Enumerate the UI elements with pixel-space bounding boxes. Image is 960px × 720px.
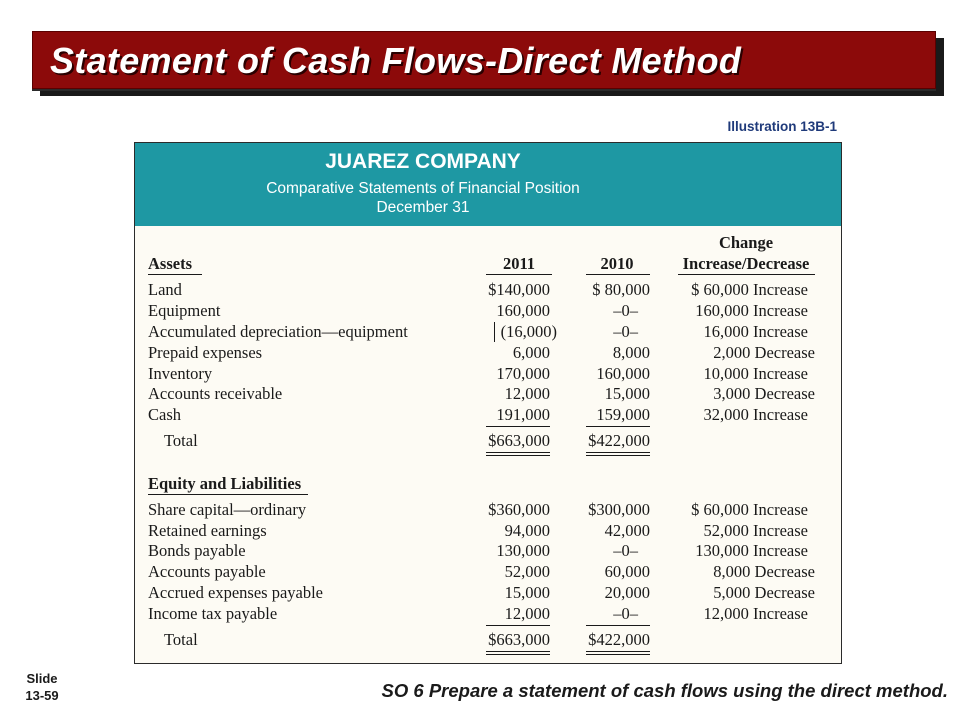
- row-value-2011: 94,000: [504, 521, 550, 540]
- row-label: Retained earnings: [148, 521, 267, 540]
- row-change: 8,000 Decrease: [713, 562, 815, 581]
- year-2010-header: 2010: [600, 254, 634, 273]
- equity-header-underline: [148, 494, 308, 495]
- assets-2011-double-underline: [486, 452, 550, 456]
- row-change: 130,000 Increase: [695, 541, 808, 560]
- row-value-2010: $300,000: [588, 500, 650, 519]
- equity-2011-subtotal-line: [486, 625, 550, 626]
- row-value-2010: 8,000: [612, 343, 650, 362]
- row-value-2011: 130,000: [496, 541, 550, 560]
- assets-header-underline: [148, 274, 202, 275]
- row-value-2010: $ 80,000: [592, 280, 650, 299]
- equity-2010-double-underline: [586, 651, 650, 655]
- row-label: Land: [148, 280, 182, 299]
- row-change: 12,000 Increase: [703, 604, 808, 623]
- title-banner-underline: [32, 89, 936, 91]
- row-value-2010: 15,000: [604, 384, 650, 403]
- company-name: JUAREZ COMPANY: [325, 150, 521, 173]
- footer-objective: SO 6 Prepare a statement of cash flows using the direct method.: [381, 680, 948, 701]
- row-value-2010: 160,000: [596, 364, 650, 383]
- year-2011-underline: [486, 274, 552, 275]
- row-value-2010: 42,000: [604, 521, 650, 540]
- total-value-2010: $422,000: [588, 431, 650, 450]
- slide-title: Statement of Cash Flows-Direct Method: [50, 40, 742, 81]
- row-value-2010: –0–: [613, 541, 638, 560]
- row-value-2010: –0–: [613, 301, 638, 320]
- row-label: Accounts payable: [148, 562, 266, 581]
- row-value-2011: $360,000: [488, 500, 550, 519]
- slide-number: 13-59: [25, 688, 59, 703]
- row-change: $ 60,000 Increase: [691, 280, 808, 299]
- year-2010-underline: [586, 274, 650, 275]
- equity-2011-double-underline: [486, 651, 550, 655]
- total-label: Total: [164, 630, 198, 649]
- slide-word: Slide: [26, 671, 58, 686]
- row-label: Inventory: [148, 364, 213, 383]
- total-label: Total: [164, 431, 198, 450]
- row-label: Income tax payable: [148, 604, 278, 623]
- row-change: 32,000 Increase: [703, 405, 808, 424]
- row-change: 16,000 Increase: [703, 322, 808, 341]
- row-change: $ 60,000 Increase: [691, 500, 808, 519]
- total-value-2011: $663,000: [488, 630, 550, 649]
- row-label: Prepaid expenses: [148, 343, 263, 362]
- row-change: 3,000 Decrease: [713, 384, 815, 403]
- row-value-2011: 12,000: [504, 384, 550, 403]
- change-header-underline: [678, 274, 815, 275]
- row-label: Accounts receivable: [148, 384, 283, 403]
- statement-date: December 31: [376, 199, 470, 216]
- assets-column-header: Assets: [148, 254, 192, 273]
- row-label: Accrued expenses payable: [148, 583, 323, 602]
- change-header-line2: Increase/Decrease: [682, 254, 810, 273]
- row-change: 10,000 Increase: [703, 364, 808, 383]
- slide-number-label: [6, 670, 78, 704]
- row-value-2011: 191,000: [496, 405, 550, 424]
- row-label: Share capital—ordinary: [148, 500, 307, 519]
- year-2011-header: 2011: [502, 254, 536, 273]
- row-value-2010: –0–: [613, 322, 638, 341]
- statement-subtitle: Comparative Statements of Financial Position: [266, 180, 580, 197]
- row-change: 2,000 Decrease: [713, 343, 815, 362]
- row-label: Bonds payable: [148, 541, 246, 560]
- equity-section-header: Equity and Liabilities: [148, 474, 302, 493]
- total-value-2010: $422,000: [588, 630, 650, 649]
- row-value-2011: (16,000): [500, 322, 557, 341]
- row-value-2011: 15,000: [504, 583, 550, 602]
- row-value-2010: 60,000: [604, 562, 650, 581]
- assets-2010-subtotal-line: [586, 426, 650, 427]
- row-value-2011: 52,000: [504, 562, 550, 581]
- row-value-2011: 170,000: [496, 364, 550, 383]
- row-label: Accumulated depreciation—equipment: [148, 322, 408, 341]
- assets-2011-subtotal-line: [486, 426, 550, 427]
- row-change: 5,000 Decrease: [713, 583, 815, 602]
- row-label: Equipment: [148, 301, 221, 320]
- row-value-2010: 159,000: [596, 405, 650, 424]
- row-change: 160,000 Increase: [695, 301, 808, 320]
- illustration-label: Illustration 13B-1: [727, 119, 837, 134]
- row-label: Cash: [148, 405, 181, 424]
- change-header-line1: Change: [718, 233, 774, 252]
- row-value-2011: 12,000: [504, 604, 550, 623]
- row-value-2011: 6,000: [512, 343, 550, 362]
- row-value-2011: 160,000: [496, 301, 550, 320]
- row-value-2011: $140,000: [488, 280, 550, 299]
- equity-2010-subtotal-line: [586, 625, 650, 626]
- row-change: 52,000 Increase: [703, 521, 808, 540]
- row-value-2010: –0–: [613, 604, 638, 623]
- total-value-2011: $663,000: [488, 431, 550, 450]
- assets-2010-double-underline: [586, 452, 650, 456]
- row-value-2010: 20,000: [604, 583, 650, 602]
